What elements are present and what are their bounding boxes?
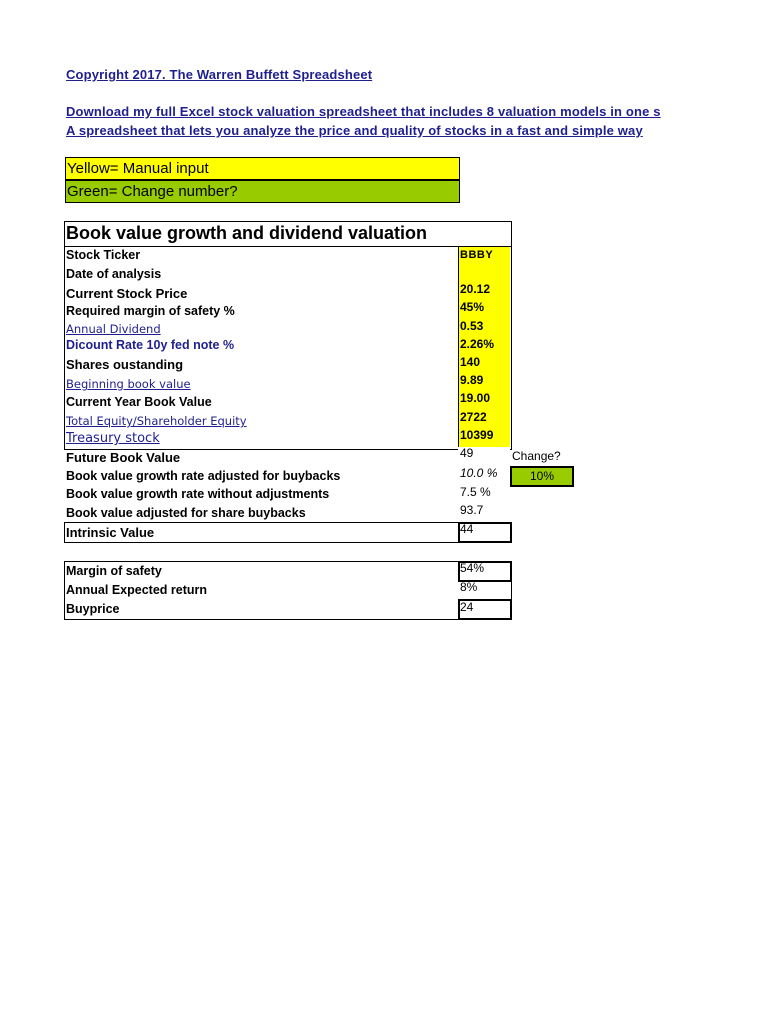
value-annual-expected-return: 8% <box>460 580 478 594</box>
sheet-header <box>0 0 698 140</box>
change-input[interactable]: 10% <box>510 466 574 487</box>
change-label: Change? <box>512 449 561 463</box>
value-growth-rate-unadjusted: 7.5 % <box>460 485 491 499</box>
value-book-value-adjusted: 93.7 <box>460 503 484 517</box>
label-annual-expected-return: Annual Expected return <box>66 583 207 597</box>
label-current-stock-price: Current Stock Price <box>66 286 188 301</box>
spreadsheet-tagline-link[interactable]: A spreadsheet that lets you analyze the price and quality of stocks in a fast and simple way <box>66 123 643 138</box>
value-treasury-stock[interactable]: 10399 <box>460 428 494 442</box>
label-total-equity[interactable]: Total Equity/Shareholder Equity <box>66 414 247 428</box>
legend-manual-input: Yellow= Manual input <box>65 157 460 180</box>
label-margin-of-safety: Margin of safety <box>66 564 162 578</box>
label-discount-rate: Dicount Rate 10y fed note % <box>66 338 235 352</box>
label-buyprice: Buyprice <box>66 602 120 616</box>
valuation-table-title: Book value growth and dividend valuation <box>66 223 428 243</box>
label-beginning-book-value[interactable]: Beginning book value <box>66 377 191 391</box>
title-divider <box>64 246 512 247</box>
value-beginning-book-value[interactable]: 9.89 <box>460 373 484 387</box>
value-total-equity[interactable]: 2722 <box>460 410 487 424</box>
label-intrinsic-value: Intrinsic Value <box>66 525 155 540</box>
value-current-stock-price[interactable]: 20.12 <box>460 282 491 296</box>
label-future-book-value: Future Book Value <box>66 450 181 465</box>
value-intrinsic-value: 44 <box>460 522 474 536</box>
value-margin-of-safety: 54% <box>460 561 485 575</box>
value-growth-rate-adjusted: 10.0 % <box>460 466 498 480</box>
label-annual-dividend[interactable]: Annual Dividend <box>66 322 161 336</box>
value-required-margin[interactable]: 45% <box>460 300 485 314</box>
label-stock-ticker: Stock Ticker <box>66 248 141 262</box>
label-current-year-book-value: Current Year Book Value <box>66 395 212 409</box>
label-growth-rate-unadjusted: Book value growth rate without adjustments <box>66 487 330 501</box>
label-book-value-adjusted: Book value adjusted for share buybacks <box>66 506 306 520</box>
legend-change-number: Green= Change number? <box>65 180 460 203</box>
label-date-of-analysis: Date of analysis <box>66 267 162 281</box>
label-growth-rate-adjusted: Book value growth rate adjusted for buybacks <box>66 469 341 483</box>
download-spreadsheet-link[interactable]: Download my full Excel stock valuation spreadsheet that includes 8 valuation models in one s <box>66 104 661 119</box>
label-required-margin: Required margin of safety % <box>66 304 235 318</box>
value-buyprice: 24 <box>460 600 474 614</box>
value-discount-rate[interactable]: 2.26% <box>460 337 495 351</box>
copyright-link[interactable]: Copyright 2017. The Warren Buffett Spreadsheet <box>66 67 373 82</box>
value-current-year-book-value[interactable]: 19.00 <box>460 391 491 405</box>
label-shares-outstanding: Shares oustanding <box>66 357 184 372</box>
value-stock-ticker[interactable]: BBBY <box>460 249 494 261</box>
value-shares-outstanding[interactable]: 140 <box>460 355 481 369</box>
label-treasury-stock[interactable]: Treasury stock <box>66 431 160 446</box>
value-future-book-value: 49 <box>460 446 474 460</box>
value-annual-dividend[interactable]: 0.53 <box>460 319 484 333</box>
